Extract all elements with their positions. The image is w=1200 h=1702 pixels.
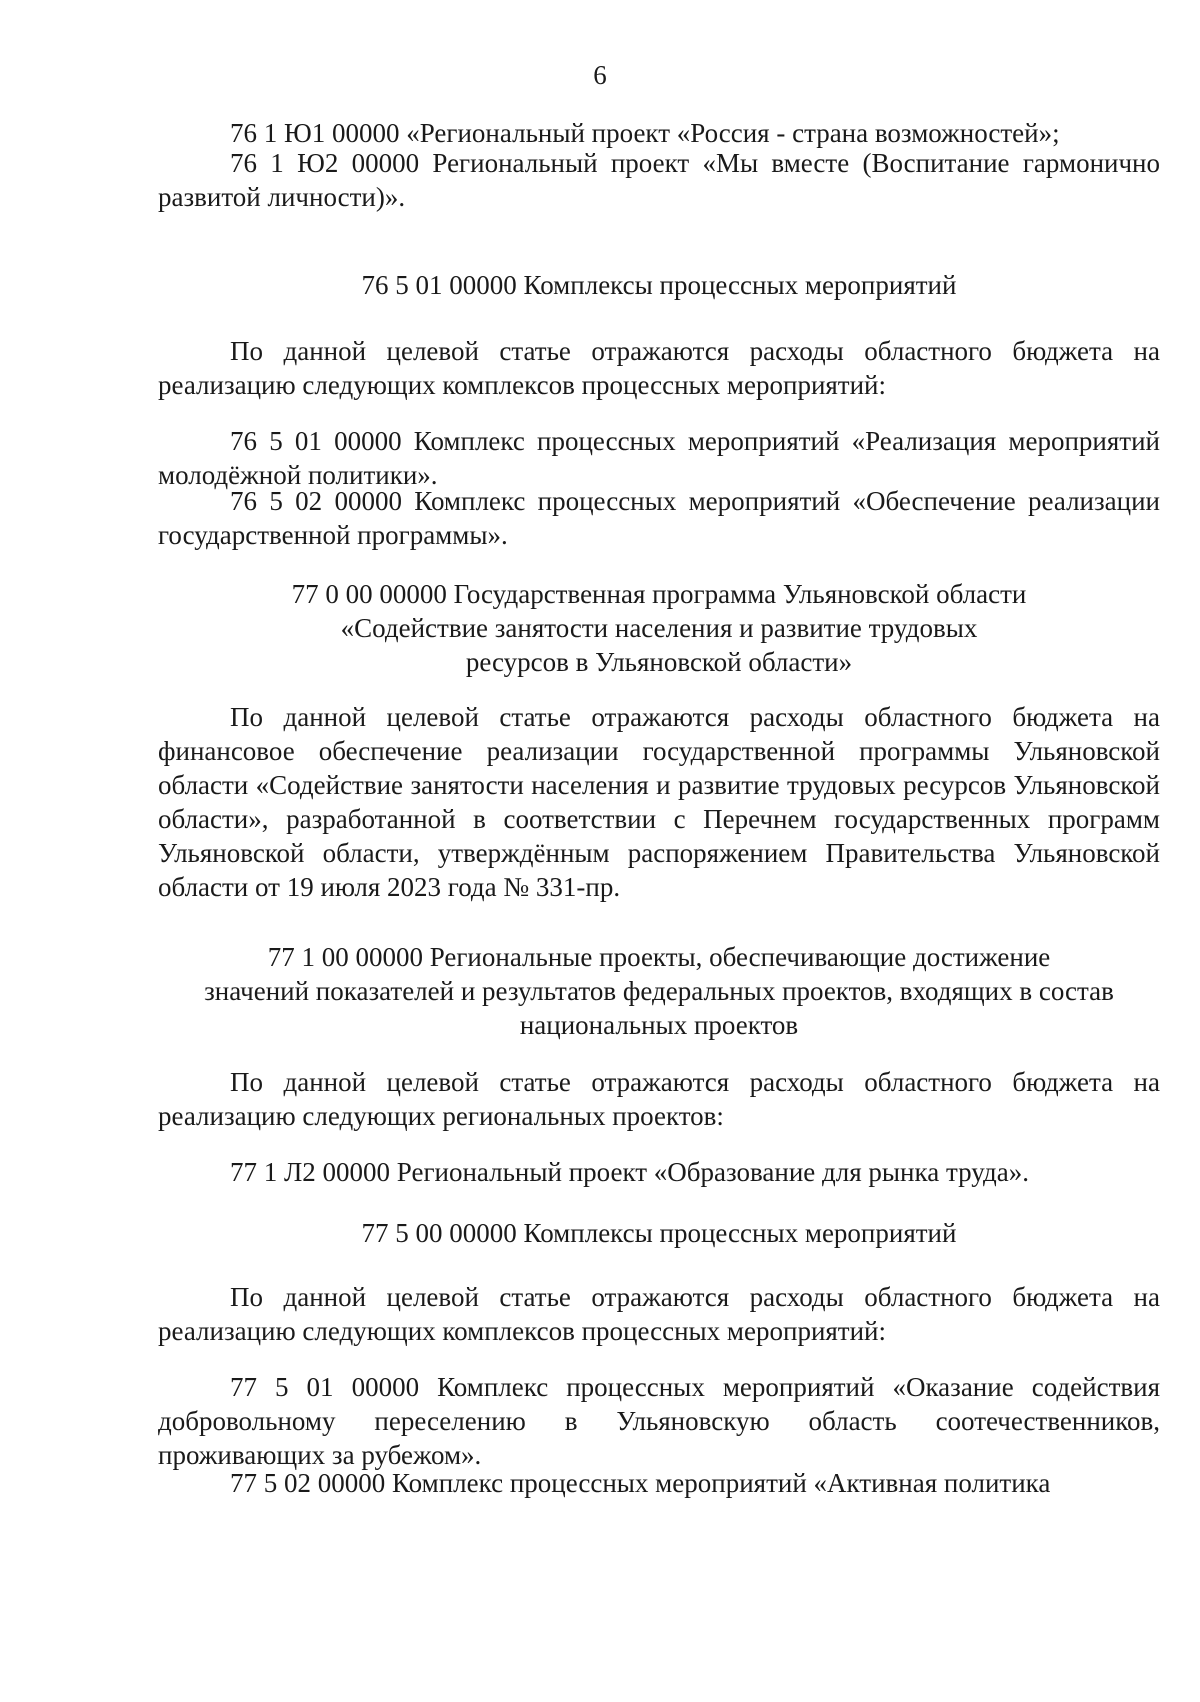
paragraph-complex-resettlement [158,1370,1160,1472]
heading-line: ресурсов в Ульяновской области» [465,647,853,677]
paragraph-text: По данной целевой статье отражаются расходы областного бюджета на реализацию следующих комплексов процессных мероприятий: [158,1282,1160,1346]
paragraph-project-russia [158,116,1160,150]
paragraph-complex-youth-policy [158,424,1160,492]
paragraph-text: 77 1 Л2 00000 Региональный проект «Образование для рынка труда». [230,1157,1029,1187]
paragraph-program-employment [158,700,1160,904]
heading-line: 77 1 00 00000 Региональные проекты, обеспечивающие достижение [267,942,1051,972]
paragraph-text: По данной целевой статье отражаются расходы областного бюджета на финансовое обеспечение реализации государственной программы Ульяновской области «Содействие занятости населения и развитие трудовых ресурсов Ульяновской области», разработанной в соответствии с Перечнем государственных программ Ульяновской области, утверждённым распоряжением Правительства Ульяновской области от 19 июля 2023 года № 331-пр. [158,702,1160,902]
paragraph-text: 77 5 01 00000 Комплекс процессных мероприятий «Оказание содействия добровольному переселению в Ульяновскую область соотечественников, проживающих за рубежом». [158,1372,1160,1470]
paragraph-text: 76 5 01 00000 Комплекс процессных мероприятий «Реализация мероприятий молодёжной политики». [158,426,1160,490]
paragraph-text: 76 5 02 00000 Комплекс процессных мероприятий «Обеспечение реализации государственной программы». [158,486,1160,550]
paragraph-complex-program-support [158,484,1160,552]
section-heading-77-5-00 [158,1216,1160,1250]
page-number: 6 [593,60,607,90]
heading-line: национальных проектов [519,1010,799,1040]
heading-text: 76 5 01 00000 Комплексы процессных мероприятий [361,270,957,300]
paragraph-complex-active-policy [158,1466,1160,1500]
paragraph-expenses-complexes-77 [158,1280,1160,1348]
heading-line: 77 0 00 00000 Государственная программа Ульяновской области [291,579,1027,609]
paragraph-text: 77 5 02 00000 Комплекс процессных мероприятий «Активная политика [230,1468,1051,1498]
paragraph-expenses-regional-projects [158,1065,1160,1133]
paragraph-text: 76 1 Ю1 00000 «Региональный проект «Россия - страна возможностей»; [230,118,1060,148]
heading-text: 77 5 00 00000 Комплексы процессных мероприятий [361,1218,957,1248]
paragraph-project-together [158,146,1160,214]
heading-text [158,940,1160,1042]
heading-line: значений показателей и результатов федеральных проектов, входящих в состав [204,976,1114,1006]
section-heading-77-1-00 [158,940,1160,1042]
paragraph-expenses-complexes-76 [158,334,1160,402]
heading-line: «Содействие занятости населения и развитие трудовых [340,613,978,643]
heading-text [158,577,1160,679]
section-heading-77-0-00 [158,577,1160,679]
paragraph-text: По данной целевой статье отражаются расходы областного бюджета на реализацию следующих региональных проектов: [158,1067,1160,1131]
paragraph-text: 76 1 Ю2 00000 Региональный проект «Мы вместе (Воспитание гармонично развитой личности)». [158,148,1160,212]
paragraph-project-education [158,1155,1160,1189]
paragraph-text: По данной целевой статье отражаются расходы областного бюджета на реализацию следующих комплексов процессных мероприятий: [158,336,1160,400]
section-heading-76-5-01 [158,268,1160,302]
